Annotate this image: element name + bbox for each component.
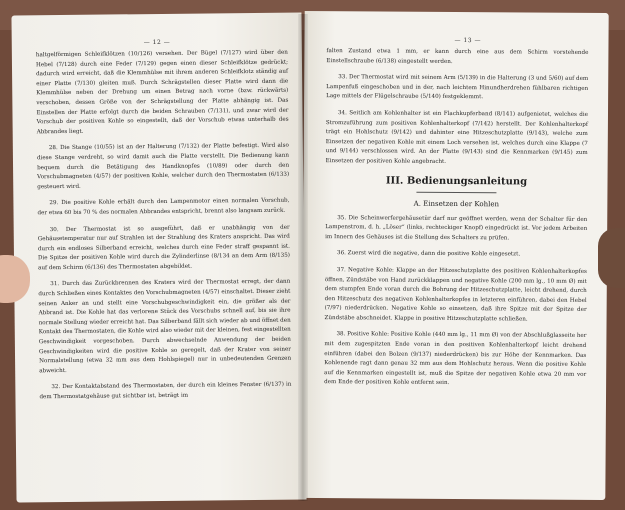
- paragraph: 31. Durch das Zurückbrennen des Kraters wird der Thermostat erregt, der dann durch Schließen eines Kontaktes den Vorschubmagneten (4/57) einschaltet. Dieser zieht seinen Anker an und stellt eine Vorschubgeschwindigkeit ein, die größer als der Abbrand ist. Die Kohle hat das verlorene Stück des Vorschubs schnell auf, bis sie ihre normale Stellung wieder erreicht hat. Das Silberband fällt sich wieder ab und öffnet den Kontakt des Thermostaten, die Kohle wird also wieder mit der kleinen, fest eingestellten Geschwindigkeit vorgeschoben. Durch abwechselnde Anwendung der beiden Geschwindigkeiten wird die positive Kohle so geregelt, daß der Krater von seiner Normalstellung (etwa 32 mm aus dem Hohlspiegel) nur in unbedeutenden Grenzen abweicht.: [38, 279, 292, 375]
- paragraph: 32. Der Kontaktabstand des Thermostaten, der durch ein kleines Fenster (6/137) in dem Thermostatgehäuse gut sichtbar ist, beträgt im: [39, 382, 292, 401]
- paragraph: 34. Seitlich am Kohlenhalter ist ein Flachkupferband (8/141) aufgenietet, welches die Stromzuführung zum positiven Kohlenhalterkopf (7/142) herstellt. Der Kohlenhalterkopf trägt ein Hohlschutz (9/142) und dahinter eine Hitzeschutzplatte (9/143), welche zum Einsetzen der negativen Kohle mit einem Loch versehen ist, welches durch eine Klappe (7 und 9/144) verschlossen wird. An der Platte (9/143) sind die Kennmarken (9/145) zum Einsetzen der positiven Kohle angebracht.: [325, 110, 589, 165]
- paragraph: 28. Die Stange (10/55) ist an der Halterung (7/132) der Platte befestigt. Wird also diese Stange verdreht, so wird damit auch die Platte verstellt. Die Bedienung kann bequem durch die Betätigung des Handknopfes (10/89) oder durch den Vorschubmagneten (4/57) der positiven Kohle, welcher durch den Thermostaten (6/133) gesteuert wird.: [36, 142, 290, 190]
- paragraph: 30. Der Thermostat ist so ausgeführt, daß er unabhängig von der Gehäusetemperatur nur auf Strahlen ist der Strahlung des Kraters anspricht. Das wird durch ein endloses Silberband erreicht, welches durch eine Feder straff gespannt ist. Die Spitze der positiven Kohle wird durch die Zylinderlinse (8/134 an dem Arm (8/135) auf dem Schirm (6/136) des Thermostaten abgebildet.: [37, 224, 291, 272]
- holding-finger-right: [598, 228, 625, 288]
- left-page-text: [36, 49, 292, 410]
- paragraph: 36. Zuerst wird die negative, dann die positive Kohle eingesetzt.: [336, 250, 521, 258]
- right-page-text: [324, 47, 588, 397]
- book-gutter: [298, 14, 308, 501]
- right-page: [301, 11, 608, 500]
- left-page-number: — 12 —: [143, 38, 171, 47]
- section-subheading: A. Einsetzen der Kohlen: [413, 199, 500, 208]
- paragraph: 29. Die positive Kohle erhält durch den Lampenmotor einen normalen Vorschub, der etwa 60 bis 70 % des normalen Abbrandes entspricht, brennt also langsam zurück.: [37, 197, 290, 217]
- paragraph: 33. Der Thermostat wird mit seinem Arm (5/139) in die Halterung (3 und 5/60) auf dem Lampenfuß eingeschoben und in der, nach leichtem Hinundherdrehen fühlbaren richtigen Lage mittels der Flügelschraube (5/140) festgeklemmt.: [326, 74, 589, 101]
- paragraph: 35. Die Scheinwerfergehäusetür darf nur geöffnet werden, wenn der Schalter für den Lampenstrom, d. h. „Löser“ (links, rechteckiger Knopf) eingedrückt ist. Vor jedem Arbeiten im Innern des Gehäuses ist die Stellung des Schalters zu prüfen.: [325, 214, 588, 242]
- paragraph: 38. Positive Kohle: Positive Kohle (440 mm lg., 11 mm Ø) von der Abschlußglasseite her mit dem zugespitzten Ende voran in den positiven Kohlenhalterkopf leicht drehend einführen (dabei den Bolzen (9/137) niederdrücken) bis zur Höhe der Kennmarken. Das Kohlenende ragt dann genau 32 mm aus dem Hohlschutz heraus. Wenn die positive Kohle auf die Kennmarken eingestellt ist, muß die Spitze der negativen Kohle etwa 20 mm vor dem Ende der positiven Kohle entfernt sein.: [324, 331, 587, 387]
- section-heading: III. Bedienungsanleitung: [385, 175, 528, 188]
- left-page: [11, 12, 306, 502]
- paragraph: haltgelförmigen Schleifklötzen (10/126) versehen. Der Bügel (7/127) wird über den Hebel (7/128) durch eine Feder (7/129) gegen einen dieser Schleifklötze gedrückt; dadurch wird erreicht, daß die Klemmhülse mit ihrem anderen Schleifklotz ständig auf einer Platte (7/130) gleiten muß. Durch Schrägstellen dieser Platte wird dann die Klemmhülse neben der Drehung um einen Betrag nach vorne (bzw. rückwärts) verschoben, dessen Größe von der Schrägstellung der Platte abhängig ist. Das Einstellen der Platte erfolgt durch die beiden Schrauben (7/131), und zwar wird der Vorschub der positiven Kohle so eingestellt, daß der Vorschub etwas unterhalb des Abbrandes liegt.: [35, 49, 289, 136]
- heading-rule: [416, 191, 496, 193]
- paragraph: falten Zustand etwa 1 mm, er kann durch eine aus dem Schirm vorstehende Einstellschraube (6/138) eingestellt werden.: [326, 48, 589, 65]
- paragraph: 37. Negative Kohle: Klappe an der Hitzeschutzplatte des positiven Kohlenhalterkopfes öffnen, Zündstäbe von Hand zurückklappen und negative Kohle (200 mm lg., 10 mm Ø) mit dem stumpfen Ende voran durch die Bohrung der Hitzeschutzplatte, leicht drehend, durch den Hitzeschutz des negativen Kohlenhalterkopfes in letzteren einführen, dabei den Hebel (7/97) niederdrücken. Negative Kohle so einsetzen, daß ihre Spitze mit der Spitze der Zündstäbe abschneidet. Klappe in positive Hitzeschutzplatte schließen.: [324, 267, 587, 323]
- right-page-number: — 13 —: [454, 36, 481, 45]
